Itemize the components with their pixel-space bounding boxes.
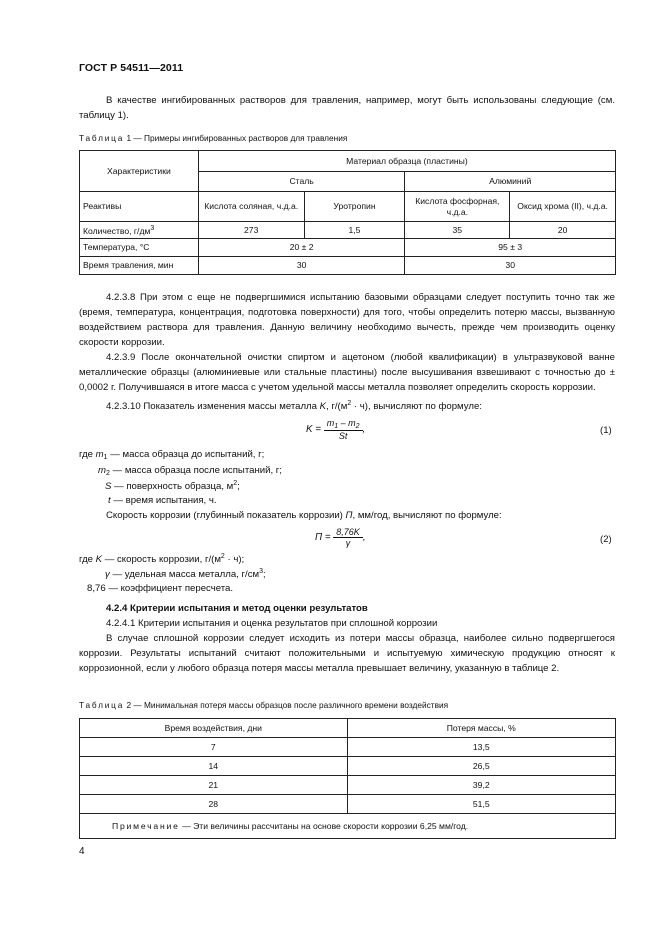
equation-number-1: (1)	[600, 425, 612, 436]
table1-header-material: Материал образца (пластины)	[198, 151, 615, 172]
table1	[79, 150, 616, 275]
where1-item-4: t — время испытания, ч.	[108, 495, 217, 506]
formula-1-fraction: $\frac{m_1 - m_2}{St}$	[324, 418, 363, 441]
table-cell: Кислота соляная, ч.д.а.	[198, 192, 304, 222]
table1-caption	[79, 133, 347, 143]
table-cell: Количество, $г/дм^3$	[80, 222, 199, 239]
where1-item-3: S — поверхность образца, $м^2$;	[105, 480, 240, 492]
table-cell: 30	[198, 257, 405, 275]
table-cell: 30	[405, 257, 616, 275]
table2-note-row	[80, 814, 616, 839]
intro-text: В качестве ингибированных растворов для травления, например, могут быть использованы следующие (см. таблицу 1).	[79, 95, 615, 121]
formula-2-fraction: $\frac{8,76K}{\gamma}$	[333, 527, 363, 548]
table-row	[80, 738, 616, 757]
table1-row-reagents	[80, 192, 616, 222]
table-cell: 14	[80, 757, 348, 776]
table-cell: Время травления, мин	[80, 257, 199, 275]
table1-row-time	[80, 257, 616, 275]
formula-2: П = $\frac{8,76K}{\gamma}$ ,	[315, 527, 366, 548]
table2-caption-text: — Минимальная потеря массы образцов после различного времени воздействия	[133, 700, 449, 710]
paragraph-42310: 4.2.3.10 Показатель изменения массы металла K, $г/(м^2 \cdot ч)$, вычисляют по формуле:	[106, 400, 482, 412]
table-cell: 28	[80, 795, 348, 814]
table-row	[80, 757, 616, 776]
table-cell: 35	[405, 222, 510, 239]
paragraph-solid-corrosion	[79, 631, 615, 676]
formula-1: K = $\frac{m_1 - m_2}{St}$ ,	[306, 418, 366, 441]
table-cell: 20 ± 2	[198, 239, 405, 257]
paragraph-corrosion-rate: Скорость коррозии (глубинный показатель коррозии) П, мм/год, вычисляют по формуле:	[106, 510, 502, 521]
equation-number-2: (2)	[600, 534, 612, 545]
intro-paragraph	[79, 93, 615, 123]
document-header: ГОСТ Р 54511—2011	[79, 62, 184, 74]
where2-item-2: γ — удельная масса металла, $г/см^3$;	[105, 568, 266, 580]
table-cell: 1,5	[304, 222, 405, 239]
table-cell: 51,5	[347, 795, 615, 814]
table-cell: 39,2	[347, 776, 615, 795]
table2-header-loss: Потеря массы, %	[347, 719, 615, 738]
table-cell: Реактивы	[80, 192, 199, 222]
table-cell: 21	[80, 776, 348, 795]
paragraph-4239	[79, 350, 615, 395]
where2-item-3: 8,76 — коэффициент пересчета.	[87, 583, 234, 594]
table2-header-days: Время воздействия, дни	[80, 719, 348, 738]
table-cell: Уротропин	[304, 192, 405, 222]
table1-caption-num: 1	[126, 133, 132, 143]
table-cell: Температура, °С	[80, 239, 199, 257]
table1-row-quantity	[80, 222, 616, 239]
paragraph-4241: 4.2.4.1 Критерии испытания и оценка результатов при сплошной коррозии	[106, 618, 438, 629]
section-heading-424: 4.2.4 Критерии испытания и метод оценки результатов	[106, 603, 368, 614]
where1-item-2: $m_2$ — масса образца после испытаний, г;	[98, 465, 282, 477]
table2-caption-num: 2	[126, 700, 132, 710]
table-cell: 20	[510, 222, 616, 239]
where1-item-1: где $m_1$ — масса образца до испытаний, г;	[79, 449, 265, 461]
where2-item-1: где K — скорость коррозии, $г/(м^2 \cdot ч)$;	[79, 553, 245, 565]
table2-note: Примечание — Эти величины рассчитаны на основе скорости коррозии 6,25 мм/год.	[80, 814, 616, 839]
table1-caption-label: Таблица	[79, 133, 125, 143]
table1-header-aluminum: Алюминий	[405, 172, 616, 192]
table-cell: Оксид хрома (II), ч.д.а.	[510, 192, 616, 222]
paragraph-4239-text: 4.2.3.9 После окончательной очистки спиртом и ацетоном (любой квалификации) в ультразвуковой ванне металлические образцы (алюминиевые или стальные пластины) после высушивания взвешивают с точностью до ± 0,0002 г. Получившаяся в итоге масса с учетом удельной массы металла позволяет определить скорость коррозии.	[79, 352, 615, 393]
paragraph-4238-text: 4.2.3.8 При этом с еще не подвергшимися испытанию базовыми образцами следует поступить точно так же (время, температура, концентрация, подготовка поверхности) для того, чтобы определить потерю массы, вызванную воздействием раствора для травления. Данную величину необходимо вычесть, прежде чем производить оценку скорости коррозии.	[79, 292, 615, 348]
table-cell: 26,5	[347, 757, 615, 776]
table2-caption-label: Таблица	[79, 700, 125, 710]
table-cell: 7	[80, 738, 348, 757]
table-row	[80, 776, 616, 795]
paragraph-4238	[79, 290, 615, 350]
table-cell: Кислота фосфорная, ч.д.а.	[405, 192, 510, 222]
table1-header-characteristics: Характеристики	[80, 151, 199, 192]
table2-caption	[79, 700, 448, 710]
table-cell: 95 ± 3	[405, 239, 616, 257]
table2	[79, 718, 616, 839]
page-number: 4	[79, 846, 85, 857]
table-row	[80, 795, 616, 814]
table1-caption-text: — Примеры ингибированных растворов для травления	[133, 133, 348, 143]
table1-header-steel: Сталь	[198, 172, 405, 192]
table-cell: 273	[198, 222, 304, 239]
paragraph-solid-corrosion-text: В случае сплошной коррозии следует исходить из потери массы образца, наиболее сильно подвергшегося коррозии. Результаты испытаний считают положительными и испытуемую химическую продукцию относят к коррозионной, если у любого образца потеря массы металла превышает величину, указанную в таблице 2.	[79, 633, 615, 674]
table-cell: 13,5	[347, 738, 615, 757]
table1-row-temperature	[80, 239, 616, 257]
